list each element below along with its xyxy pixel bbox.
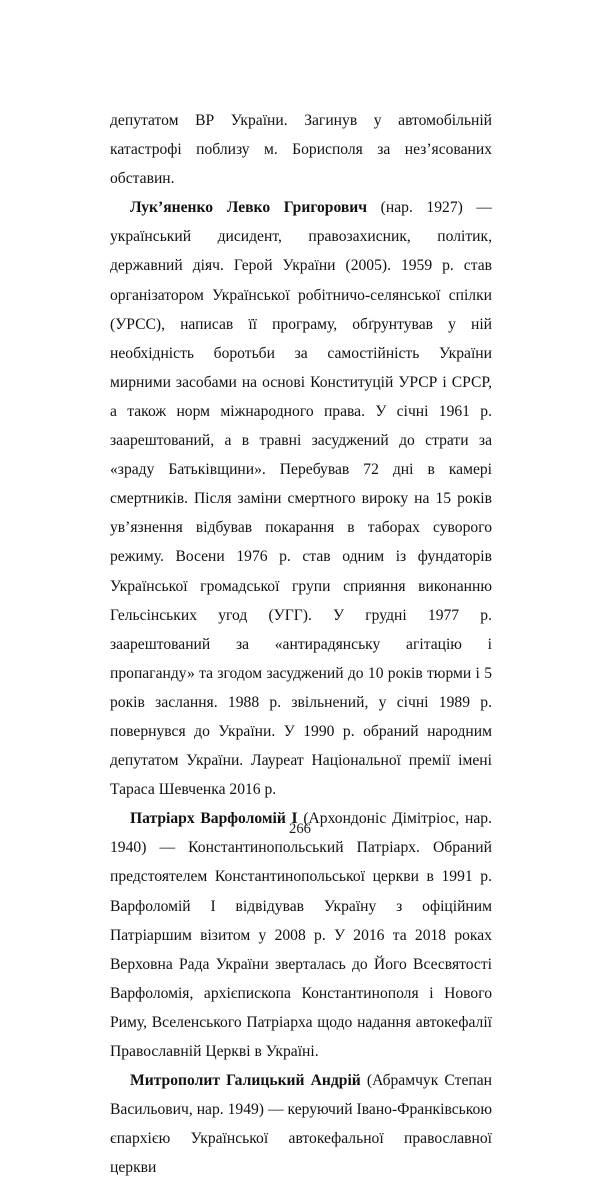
headword-patriarch-bartholomew: Патріарх Варфоломій I (130, 810, 298, 828)
paragraph-text: (Архондоніс Дімітріос, нар. 1940) — Константинопольський Патріарх. Обраний предстоятелем Константинопольської церкви в 1991 р. Варфоломій I відвідував Україну з офіційним Патріаршим візитом у 2008 р. У 2016 та 2018 роках Верховна Рада України зверталась до Його Всесвятості Варфоломія, архієпископа Константинополя і Нового Риму, Вселенського Патріарха щодо надання автокефалії Православній Церкві в Україні. (110, 810, 492, 1060)
paragraph-metropolitan-andriy (110, 1066, 492, 1182)
text-column (110, 106, 492, 1182)
paragraph-lukyanenko (110, 193, 492, 804)
headword-metropolitan-andriy: Митрополит Галицький Андрій (130, 1072, 361, 1090)
paragraph-continuation (110, 106, 492, 193)
headword-lukyanenko: Лук’яненко Левко Григорович (130, 199, 368, 217)
page-number: 266 (289, 821, 311, 837)
paragraph-text: депутатом ВР України. Загинув у автомобільній катастрофі поблизу м. Борисполя за нез’ясованих обставин. (110, 112, 492, 188)
paragraph-text: (нар. 1927) — український дисидент, правозахисник, політик, державний діяч. Герой України (2005). 1959 р. став організатором Української робітничо-селянської спілки (УРСС), написав її програму, обґрунтував у ній необхідність боротьби за самостійність України мирними засобами на основі Конституцій УРСР і СРСР, а також норм міжнародного права. У січні 1961 р. заарештований, а в травні засуджений до страти за «зраду Батьківщини». Перебував 72 дні в камері смертників. Після заміни смертного вироку на 15 років ув’язнення відбував покарання в таборах суворого режиму. Восени 1976 р. став одним із фундаторів Української громадської групи сприяння виконанню Гельсінських угод (УГГ). У грудні 1977 р. заарештований за «антирадянську агітацію і пропаганду» та згодом засуджений до 10 років тюрми і 5 років заслання. 1988 р. звільнений, у січні 1989 р. повернувся до України. У 1990 р. обраний народним депутатом України. Лауреат Національної премії імені Тараса Шевченка 2016 р. (110, 199, 492, 799)
paragraph-text: (Абрамчук Степан Васильович, нар. 1949) — керуючий Івано-Франківською єпархією Української автокефальної православної церкви (110, 1072, 492, 1177)
paragraph-patriarch-bartholomew (110, 804, 492, 1066)
